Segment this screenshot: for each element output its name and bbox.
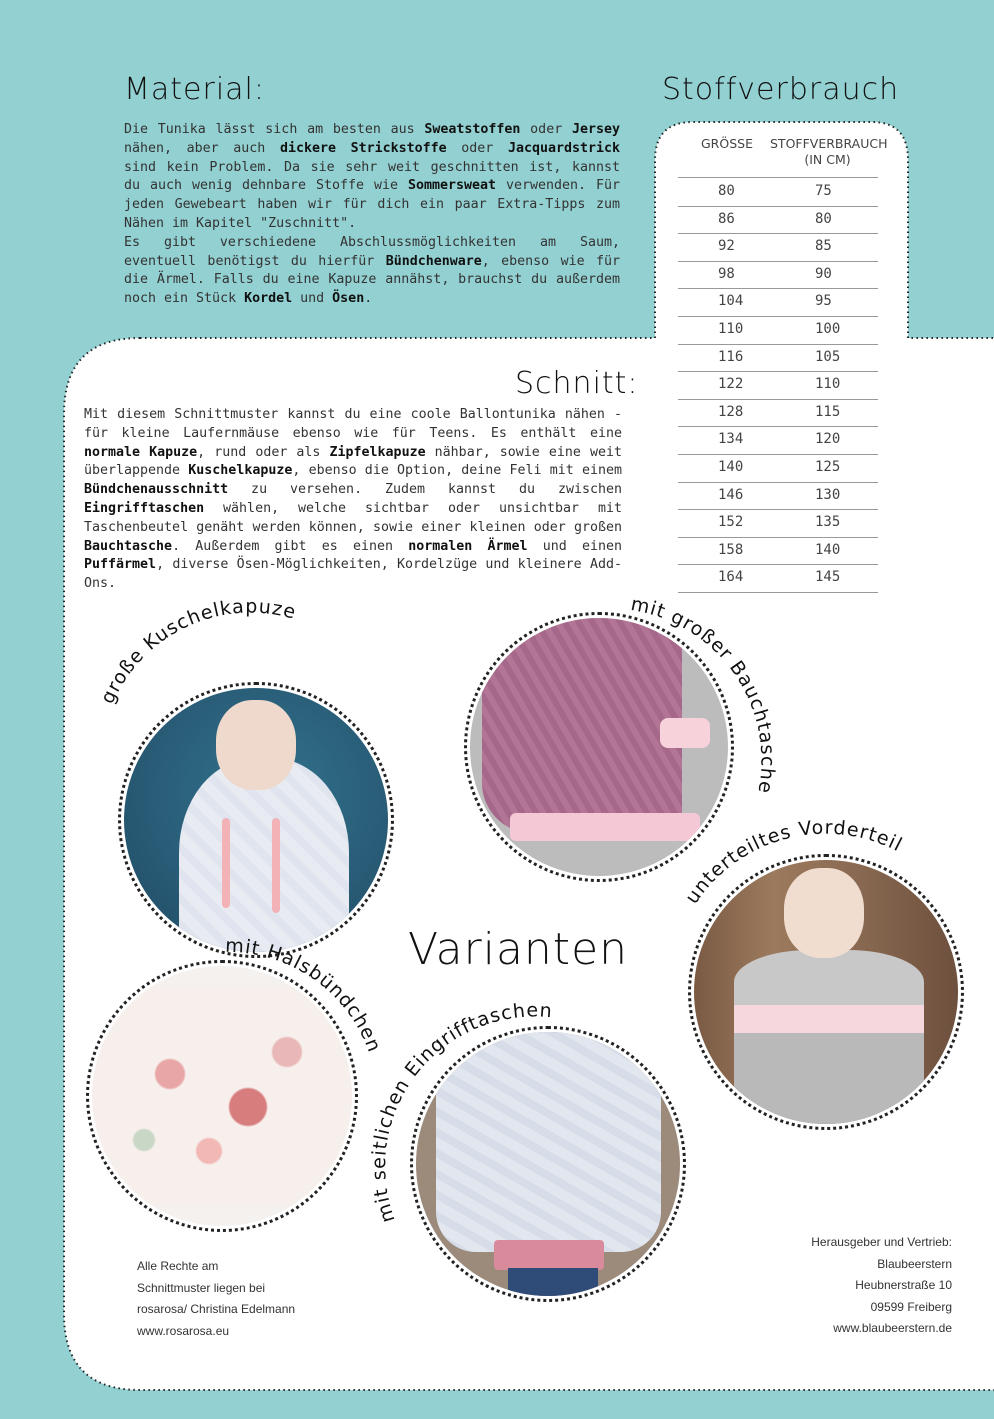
material-text-run: , ebenso wie für die Ärmel. Falls du eine Kapuze annähst, brauchst du außerdem noch ein Stück xyxy=(124,253,620,307)
size-cell: 110 xyxy=(718,321,744,337)
material-bold-term: Jacquardstrick xyxy=(507,140,621,156)
schnitt-text-run: , ebenso die Option, deine Feli mit einem xyxy=(292,463,622,479)
material-text-run: oder xyxy=(520,122,572,137)
size-cell: 158 xyxy=(718,541,744,558)
material-text-run: und xyxy=(292,291,333,307)
footer-right xyxy=(760,1232,952,1340)
consumption-cell: 145 xyxy=(815,569,841,586)
material-bold-term: Bündchenware xyxy=(385,253,482,269)
consumption-cell: 90 xyxy=(815,265,832,282)
size-cell: 164 xyxy=(718,569,744,586)
footer-right-line: Blaubeerstern xyxy=(877,1256,952,1271)
material-bold-term: Sommersweat xyxy=(407,178,496,194)
size-cell: 92 xyxy=(718,238,735,255)
consumption-cell: 100 xyxy=(815,321,841,337)
material-text-run: verwenden. Für jeden Gewebeart haben wir für dich ein paar Extra-Tipps zum Nähen im Kapitel "Zuschnitt". xyxy=(124,178,620,231)
column-header-consumption: STOFFVERBRAUCH (IN CM) xyxy=(770,136,888,167)
schnitt-text-run: . Außerdem gibt es einen xyxy=(172,538,409,554)
schnitt-text-run: und einen xyxy=(527,538,622,554)
material-bold-term: Jersey xyxy=(571,122,620,137)
label-eingrifftaschen: mit seitlichen Eingrifftaschen xyxy=(368,999,554,1226)
consumption-cell: 95 xyxy=(815,293,832,310)
material-bold-term: Kordel xyxy=(244,291,293,307)
size-cell: 134 xyxy=(718,431,744,448)
size-cell: 128 xyxy=(718,403,744,420)
footer-right-line: Heubnerstraße 10 xyxy=(855,1278,952,1292)
footer-right-line: 09599 Freiberg xyxy=(870,1299,952,1314)
consumption-cell: 75 xyxy=(815,183,832,199)
consumption-cell: 140 xyxy=(815,541,841,558)
material-bold-term: dickere Strickstoffe xyxy=(279,140,447,156)
schnitt-text-run: , rund oder als xyxy=(197,444,330,460)
consumption-cell: 110 xyxy=(815,376,841,393)
schnitt-bold-term: Puffärmel xyxy=(84,557,157,573)
material-bold-term: Ösen xyxy=(332,291,365,307)
material-text-run: sind kein Problem. Da sie sehr weit geschnitten ist, kannst du auch wenig dehnbare Stoffe wie xyxy=(124,159,620,194)
consumption-cell: 125 xyxy=(815,459,841,475)
material-text-run: nähen, aber auch xyxy=(124,140,280,156)
schnitt-bold-term: Zipfelkapuze xyxy=(329,444,426,460)
schnitt-bold-term: Eingrifftaschen xyxy=(84,500,205,516)
footer-left-line: rosarosa/ Christina Edelmann xyxy=(137,1302,296,1316)
schnitt-text-run: nähbar, sowie eine weit überlappende xyxy=(84,444,622,479)
schnitt-heading: Schnitt: xyxy=(515,366,639,401)
footer-left-line: www.rosarosa.eu xyxy=(137,1323,230,1338)
material-text-run: Die Tunika lässt sich am besten aus xyxy=(124,122,425,137)
size-cell: 80 xyxy=(718,183,735,199)
size-cell: 146 xyxy=(718,486,744,503)
material-heading: Material: xyxy=(124,72,265,107)
footer-left-line: Schnittmuster liegen bei xyxy=(137,1280,266,1295)
consumption-cell: 85 xyxy=(815,238,832,255)
consumption-cell: 130 xyxy=(815,486,841,503)
footer-left xyxy=(137,1256,337,1342)
size-cell: 98 xyxy=(718,265,735,282)
label-halsbuendchen: mit Halsbündchen xyxy=(224,934,386,1056)
schnitt-bold-term: normale Kapuze xyxy=(84,444,198,460)
stoffverbrauch-heading: Stoffverbrauch xyxy=(662,72,900,107)
schnitt-text-run: , diverse Ösen-Möglichkeiten, Kordelzüge und kleinere Add-Ons. xyxy=(84,557,622,592)
consumption-cell: 120 xyxy=(815,431,841,448)
schnitt-bold-term: normalen Ärmel xyxy=(408,538,528,554)
size-cell: 152 xyxy=(718,514,744,531)
varianten-heading: Varianten xyxy=(408,924,629,975)
size-cell: 104 xyxy=(718,293,744,310)
schnitt-text-run: zu versehen. Zudem kannst du zwischen xyxy=(228,482,622,498)
column-header-size: GRÖSSE xyxy=(701,136,753,151)
material-text-run: Es gibt verschiedene Abschlussmöglichkeiten am Saum, eventuell benötigst du hierfür xyxy=(124,234,620,269)
consumption-cell: 80 xyxy=(815,210,832,227)
schnitt-bold-term: Bündchenausschnitt xyxy=(84,482,229,498)
consumption-cell: 135 xyxy=(815,514,841,531)
consumption-cell: 115 xyxy=(815,403,841,420)
size-cell: 116 xyxy=(718,348,744,365)
footer-right-line: www.blaubeerstern.de xyxy=(833,1321,952,1335)
consumption-cell: 105 xyxy=(815,348,841,365)
material-text-run: . xyxy=(364,291,373,307)
schnitt-bold-term: Bauchtasche xyxy=(84,538,173,554)
label-bauchtasche: mit großer Bauchtasche xyxy=(628,593,779,796)
schnitt-text-run: wählen, welche sichtbar oder unsichtbar mit Taschenbeutel genäht werden können, sowie einer kleinen oder großen xyxy=(84,500,622,535)
size-cell: 122 xyxy=(718,376,744,393)
footer-left-line: Alle Rechte am xyxy=(137,1259,219,1273)
label-kuschelkapuze: große Kuschelkapuze xyxy=(96,595,299,708)
schnitt-bold-term: Kuschelkapuze xyxy=(188,463,293,479)
label-vorderteil: unterteiltes Vorderteil xyxy=(680,816,907,908)
material-bold-term: Sweatstoffen xyxy=(424,122,521,137)
material-text-run: oder xyxy=(446,140,508,156)
size-cell: 86 xyxy=(718,210,735,227)
size-cell: 140 xyxy=(718,459,744,475)
schnitt-text-run: Mit diesem Schnittmuster kannst du eine coole Ballontunika nähen - für kleine Laufernmäuse ebenso wie für Teens. Es enthält eine xyxy=(84,407,622,441)
footer-right-line: Herausgeber und Vertrieb: xyxy=(811,1235,952,1249)
